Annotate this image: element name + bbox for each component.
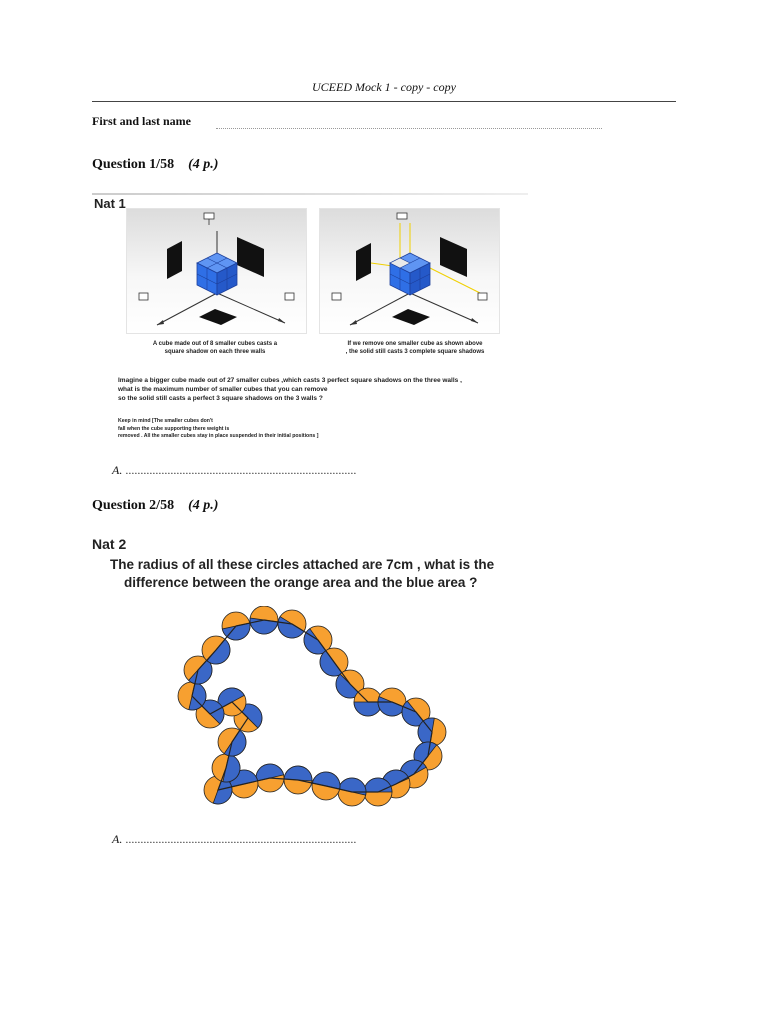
question-2-number: Question 2/58 — [92, 498, 175, 513]
question-2-points: (4 p.) — [188, 498, 219, 513]
caption-right-line: , the solid still casts 3 complete square shadows — [345, 349, 485, 355]
note-line: removed . All the smaller cubes stay in place suspended in their initial positions ] — [118, 433, 319, 439]
question-1-answer[interactable] — [112, 463, 356, 478]
question-1-body — [118, 376, 518, 403]
attached-circles-figure — [170, 606, 460, 816]
answer-line[interactable]: ............................................................................. — [125, 832, 357, 846]
answer-label: A. — [112, 832, 123, 846]
header-rule — [92, 101, 676, 102]
note-line: fall when the cube supporting there weight is — [118, 425, 230, 432]
name-field-input-line[interactable] — [216, 128, 602, 129]
question-2-answer[interactable] — [112, 832, 356, 847]
cube-figure-right — [319, 208, 500, 334]
caption-left-line: A cube made out of 8 smaller cubes casts a — [152, 341, 278, 347]
question-1-points: (4 p.) — [188, 157, 219, 172]
caption-left-line: square shadow on each three walls — [164, 349, 266, 355]
answer-line[interactable]: ............................................................................. — [125, 463, 357, 477]
caption-left — [132, 340, 298, 356]
body-line: so the solid still casts a perfect 3 square shadows on the 3 walls ? — [118, 395, 323, 402]
question-1-note — [118, 418, 518, 441]
cube-figure-left — [126, 208, 307, 334]
note-line: Keep in mind [The smaller cubes don't — [118, 418, 213, 424]
cube-shadow-diagram-left — [127, 209, 306, 333]
question-1-image-top-border — [92, 193, 528, 195]
prompt-line: The radius of all these circles attached are 7cm , what is the — [110, 557, 495, 572]
caption-right — [322, 340, 508, 356]
cube-shadow-diagram-right — [320, 209, 499, 333]
question-1-tag: Nat 1 — [94, 196, 126, 211]
question-2-title — [92, 498, 218, 514]
answer-label: A. — [112, 463, 123, 477]
name-field-label: First and last name — [92, 114, 191, 128]
caption-right-line: If we remove one smaller cube as shown above — [347, 341, 483, 347]
question-1-number: Question 1/58 — [92, 157, 175, 172]
body-line: what is the maximum number of smaller cubes that you can remove — [118, 386, 328, 393]
question-2-prompt — [110, 556, 530, 592]
body-line: Imagine a bigger cube made out of 27 smaller cubes ,which casts 3 perfect square shadows on the three walls , — [118, 377, 462, 384]
question-1-title — [92, 157, 218, 173]
document-header: UCEED Mock 1 - copy - copy — [312, 80, 456, 94]
prompt-line: difference between the orange area and the blue area ? — [124, 575, 478, 590]
question-2-tag: Nat 2 — [92, 536, 127, 552]
